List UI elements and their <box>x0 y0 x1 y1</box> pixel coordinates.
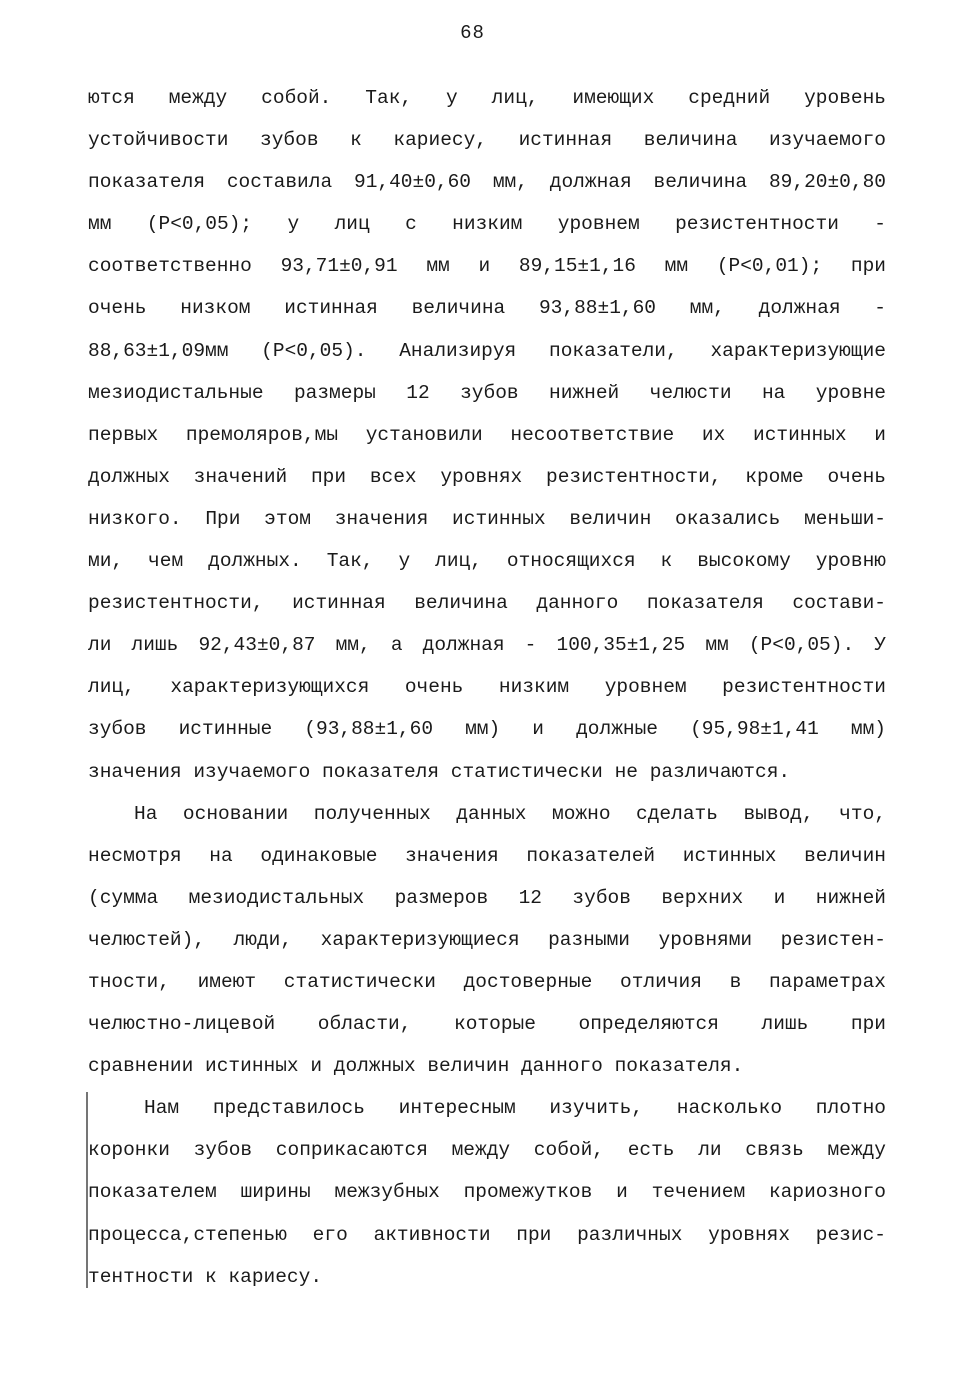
text-line: тности, имеют статистически достоверные отличия в параметрах <box>88 970 886 993</box>
page-number: 68 <box>460 22 485 44</box>
text-line: челюстей), люди, характеризующиеся разными уровнями резистен- <box>88 928 886 951</box>
text-line: ли лишь 92,43±0,87 мм, а должная - 100,35±1,25 мм (P<0,05). У <box>88 634 886 657</box>
text-line: 88,63±1,09мм (P<0,05). Анализируя показатели, характеризующие <box>88 339 886 362</box>
body-text <box>88 77 886 1298</box>
text-line: коронки зубов соприкасаются между собой, есть ли связь между <box>88 1139 886 1162</box>
text-line: ются между собой. Так, у лиц, имеющих средний уровень <box>88 87 886 109</box>
text-line: зубов истинные (93,88±1,60 мм) и должные (95,98±1,41 мм) <box>88 718 886 741</box>
text-line: процесса,степенью его активности при различных уровнях резис- <box>88 1223 886 1246</box>
text-line: лиц, характеризующихся очень низким уровнем резистентности <box>88 676 886 699</box>
text-line: ми, чем должных. Так, у лиц, относящихся к высокому уровню <box>88 550 886 573</box>
text-line: тентности к кариесу. <box>88 1265 323 1288</box>
text-line: очень низком истинная величина 93,88±1,60 мм, должная - <box>88 297 886 320</box>
text-line: несмотря на одинаковые значения показателей истинных величин <box>88 844 886 867</box>
text-line: должных значений при всех уровнях резистентности, кроме очень <box>88 465 886 488</box>
paragraph-first-line: На основании полученных данных можно сделать вывод, что, <box>134 802 886 825</box>
text-line: резистентности, истинная величина данного показателя состави- <box>88 592 886 615</box>
text-line: показателем ширины межзубных промежутков и течением кариозного <box>88 1181 886 1204</box>
text-line: мезиодистальные размеры 12 зубов нижней челюсти на уровне <box>88 381 886 404</box>
margin-line <box>86 1092 88 1288</box>
text-line: мм (P<0,05); у лиц с низким уровнем резистентности - <box>88 213 886 236</box>
text-line: соответственно 93,71±0,91 мм и 89,15±1,16 мм (P<0,01); при <box>88 255 886 278</box>
text-line: челюстно-лицевой области, которые определяются лишь при <box>88 1013 886 1036</box>
text-line: устойчивости зубов к кариесу, истинная величина изучаемого <box>88 129 886 152</box>
text-line: низкого. При этом значения истинных величин оказались меньши- <box>88 507 886 530</box>
text-line: значения изучаемого показателя статистически не различаются. <box>88 760 791 783</box>
text-line: показателя составила 91,40±0,60 мм, должная величина 89,20±0,80 <box>88 171 886 194</box>
text-line: (сумма мезиодистальных размеров 12 зубов верхних и нижней <box>88 886 886 909</box>
paragraph-first-line: Нам представилось интересным изучить, насколько плотно <box>144 1097 886 1120</box>
text-line: сравнении истинных и должных величин данного показателя. <box>88 1055 744 1078</box>
text-line: первых премоляров,мы установили несоответствие их истинных и <box>88 423 886 446</box>
